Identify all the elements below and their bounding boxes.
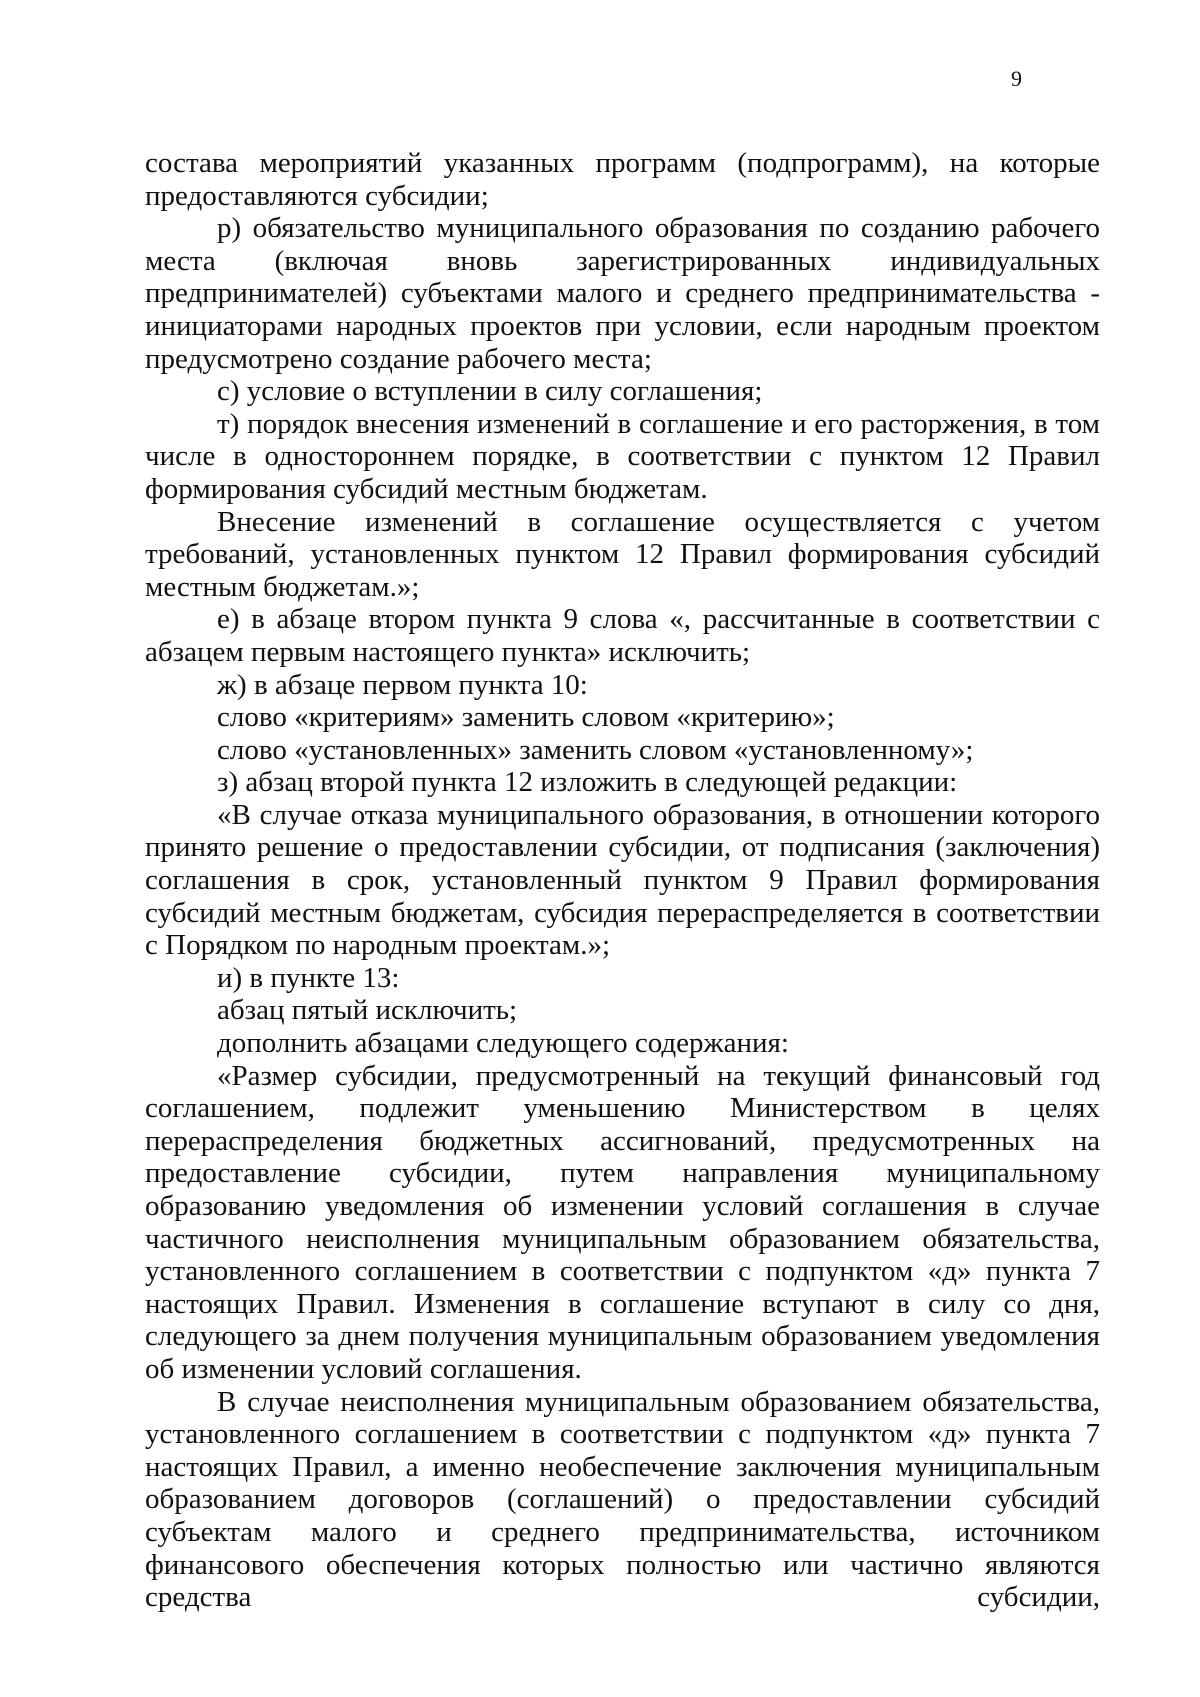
paragraph-item-zh: ж) в абзаце первом пункта 10: bbox=[217, 668, 588, 701]
page-number: 9 bbox=[1011, 66, 1022, 91]
paragraph-item-t: т) порядок внесения изменений в соглашение и его расторжения, в том числе в одностороннем порядке, в соответствии с пунктом 12 Правил формирования субсидий местным бюджетам. bbox=[145, 407, 1100, 505]
paragraph-supplement-intro: дополнить абзацами следующего содержания: bbox=[217, 1027, 789, 1060]
paragraph-item-i: и) в пункте 13: bbox=[217, 961, 400, 994]
paragraph-item-e: е) в абзаце втором пункта 9 слова «, рассчитанные в соответствии с абзацем первым настоящего пункта» исключить; bbox=[145, 603, 1100, 668]
paragraph-quoted-refusal: «В случае отказа муниципального образования, в отношении которого принято решение о предоставлении субсидии, от подписания (заключения) соглашения в срок, установленный пунктом 9 Правил формирования субсидий местным бюджетам, субсидия перераспределяется в соответствии с Порядком по народным проектам.»; bbox=[145, 798, 1100, 962]
paragraph-word-replacement-2: слово «установленных» заменить словом «установленному»; bbox=[217, 733, 974, 766]
paragraph-delete-fifth: абзац пятый исключить; bbox=[217, 994, 518, 1027]
paragraph-item-z: з) абзац второй пункта 12 изложить в следующей редакции: bbox=[217, 766, 958, 799]
paragraph-quoted-subsidy-size: «Размер субсидии, предусмотренный на текущий финансовый год соглашением, подлежит уменьшению Министерством в целях перераспределения бюджетных ассигнований, предусмотренных на предоставление субсидии, путем направления муниципальному образованию уведомления об изменении условий соглашения в случае частичного неисполнения муниципальным образованием обязательства, установленного соглашением в соответствии с подпунктом «д» пункта 7 настоящих Правил. Изменения в соглашение вступают в силу со дня, следующего за днем получения муниципальным образованием уведомления об изменении условий соглашения. bbox=[145, 1059, 1100, 1385]
paragraph-word-replacement-1: слово «критериям» заменить словом «критерию»; bbox=[217, 701, 835, 734]
paragraph-amendment-note: Внесение изменений в соглашение осуществляется с учетом требований, установленных пунктом 12 Правил формирования субсидий местным бюджетам.»; bbox=[145, 505, 1100, 603]
document-body bbox=[145, 147, 1100, 1614]
paragraph-item-s: с) условие о вступлении в силу соглашения; bbox=[217, 375, 763, 408]
paragraph-item-r: р) обязательство муниципального образования по созданию рабочего места (включая вновь зарегистрированных индивидуальных предпринимателей) субъектами малого и среднего предпринимательства - инициаторами народных проектов при условии, если народным проектом предусмотрено создание рабочего места; bbox=[145, 212, 1100, 375]
paragraph-non-fulfillment: В случае неисполнения муниципальным образованием обязательства, установленного соглашением в соответствии с подпунктом «д» пункта 7 настоящих Правил, а именно необеспечение заключения муниципальным образованием договоров (соглашений) о предоставлении субсидий субъектам малого и среднего предпринимательства, источником финансового обеспечения которых полностью или частично являются средства субсидии, bbox=[145, 1385, 1100, 1614]
paragraph-continuation: состава мероприятий указанных программ (подпрограмм), на которые предоставляются субсидии; bbox=[145, 147, 1100, 212]
